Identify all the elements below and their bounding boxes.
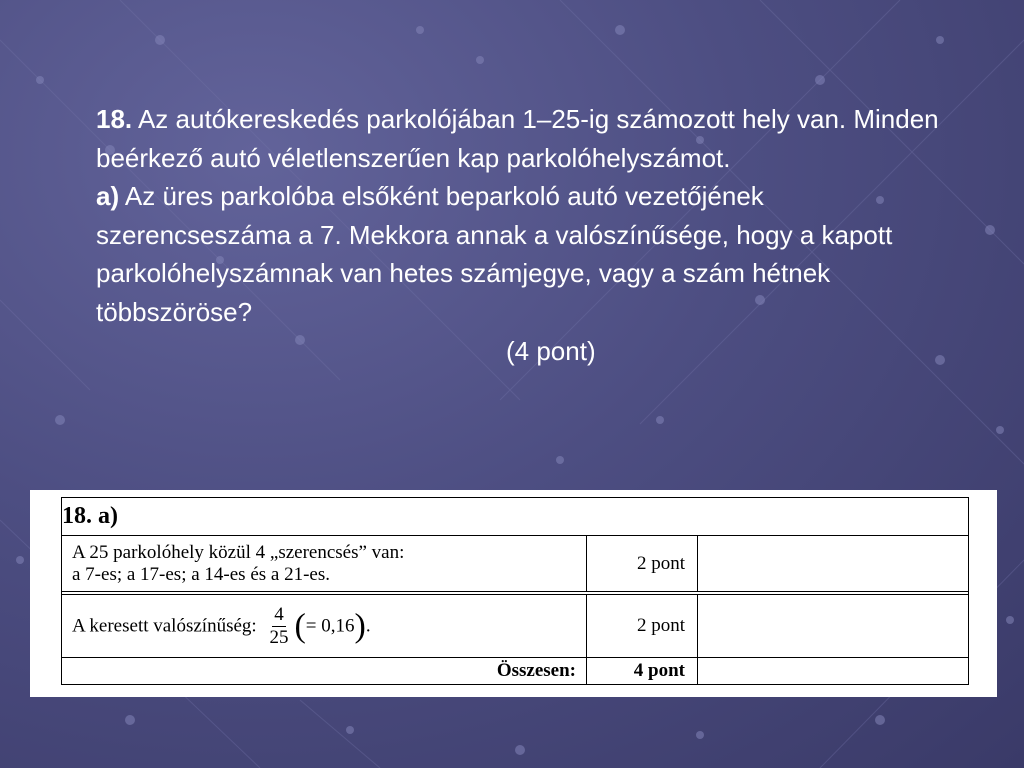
solution-row-2-blank (698, 595, 969, 658)
problem-intro: Az autókereskedés parkolójában 1–25-ig számozott hely van. Minden beérkező autó véletlenszerűen kap parkolóhelyszámot. (96, 104, 939, 173)
probability-decimal: = 0,16 (305, 615, 355, 636)
total-points: 4 pont (587, 658, 698, 685)
part-a-paragraph (96, 177, 956, 331)
solution-table (61, 497, 969, 685)
problem-text (96, 100, 956, 370)
probability-fraction (267, 604, 290, 649)
solution-row-2-points: 2 pont (587, 595, 698, 658)
solution-header: 18. a) (62, 498, 969, 536)
solution-row-1 (62, 536, 969, 592)
solution-row-1-blank (698, 536, 969, 592)
fraction-denominator: 25 (269, 626, 289, 648)
solution-row-2 (62, 595, 969, 658)
solution-row-1-line-2: a 7-es; a 17-es; a 14-es és a 21-es. (72, 563, 330, 585)
problem-intro-paragraph (96, 100, 956, 177)
solution-row-1-points: 2 pont (587, 536, 698, 592)
solution-row-1-text (62, 536, 587, 592)
solution-header-row (62, 498, 969, 536)
total-row (62, 658, 969, 685)
points-label: (4 pont) (506, 335, 596, 366)
close-paren: ) (354, 607, 366, 644)
problem-number: 18. (96, 104, 133, 134)
period: . (365, 615, 371, 636)
total-blank (698, 658, 969, 685)
open-paren: ( (294, 607, 306, 644)
part-label: a) (96, 181, 120, 212)
total-label: Összesen: (62, 658, 587, 685)
fraction-numerator: 4 (274, 603, 284, 625)
probability-label: A keresett valószínűség: (72, 615, 257, 636)
part-a-question: Az üres parkolóba elsőként beparkoló autó vezetőjének szerencseszáma a 7. Mekkora annak a valószínűsége, hogy a kapott parkolóhelyszámnak van hetes számjegye, vagy a szám hétnek többszöröse? (96, 181, 893, 327)
solution-row-1-line-1: A 25 parkolóhely közül 4 „szerencsés” van: (72, 541, 405, 563)
solution-row-2-text (62, 595, 587, 658)
solution-panel (30, 490, 997, 697)
